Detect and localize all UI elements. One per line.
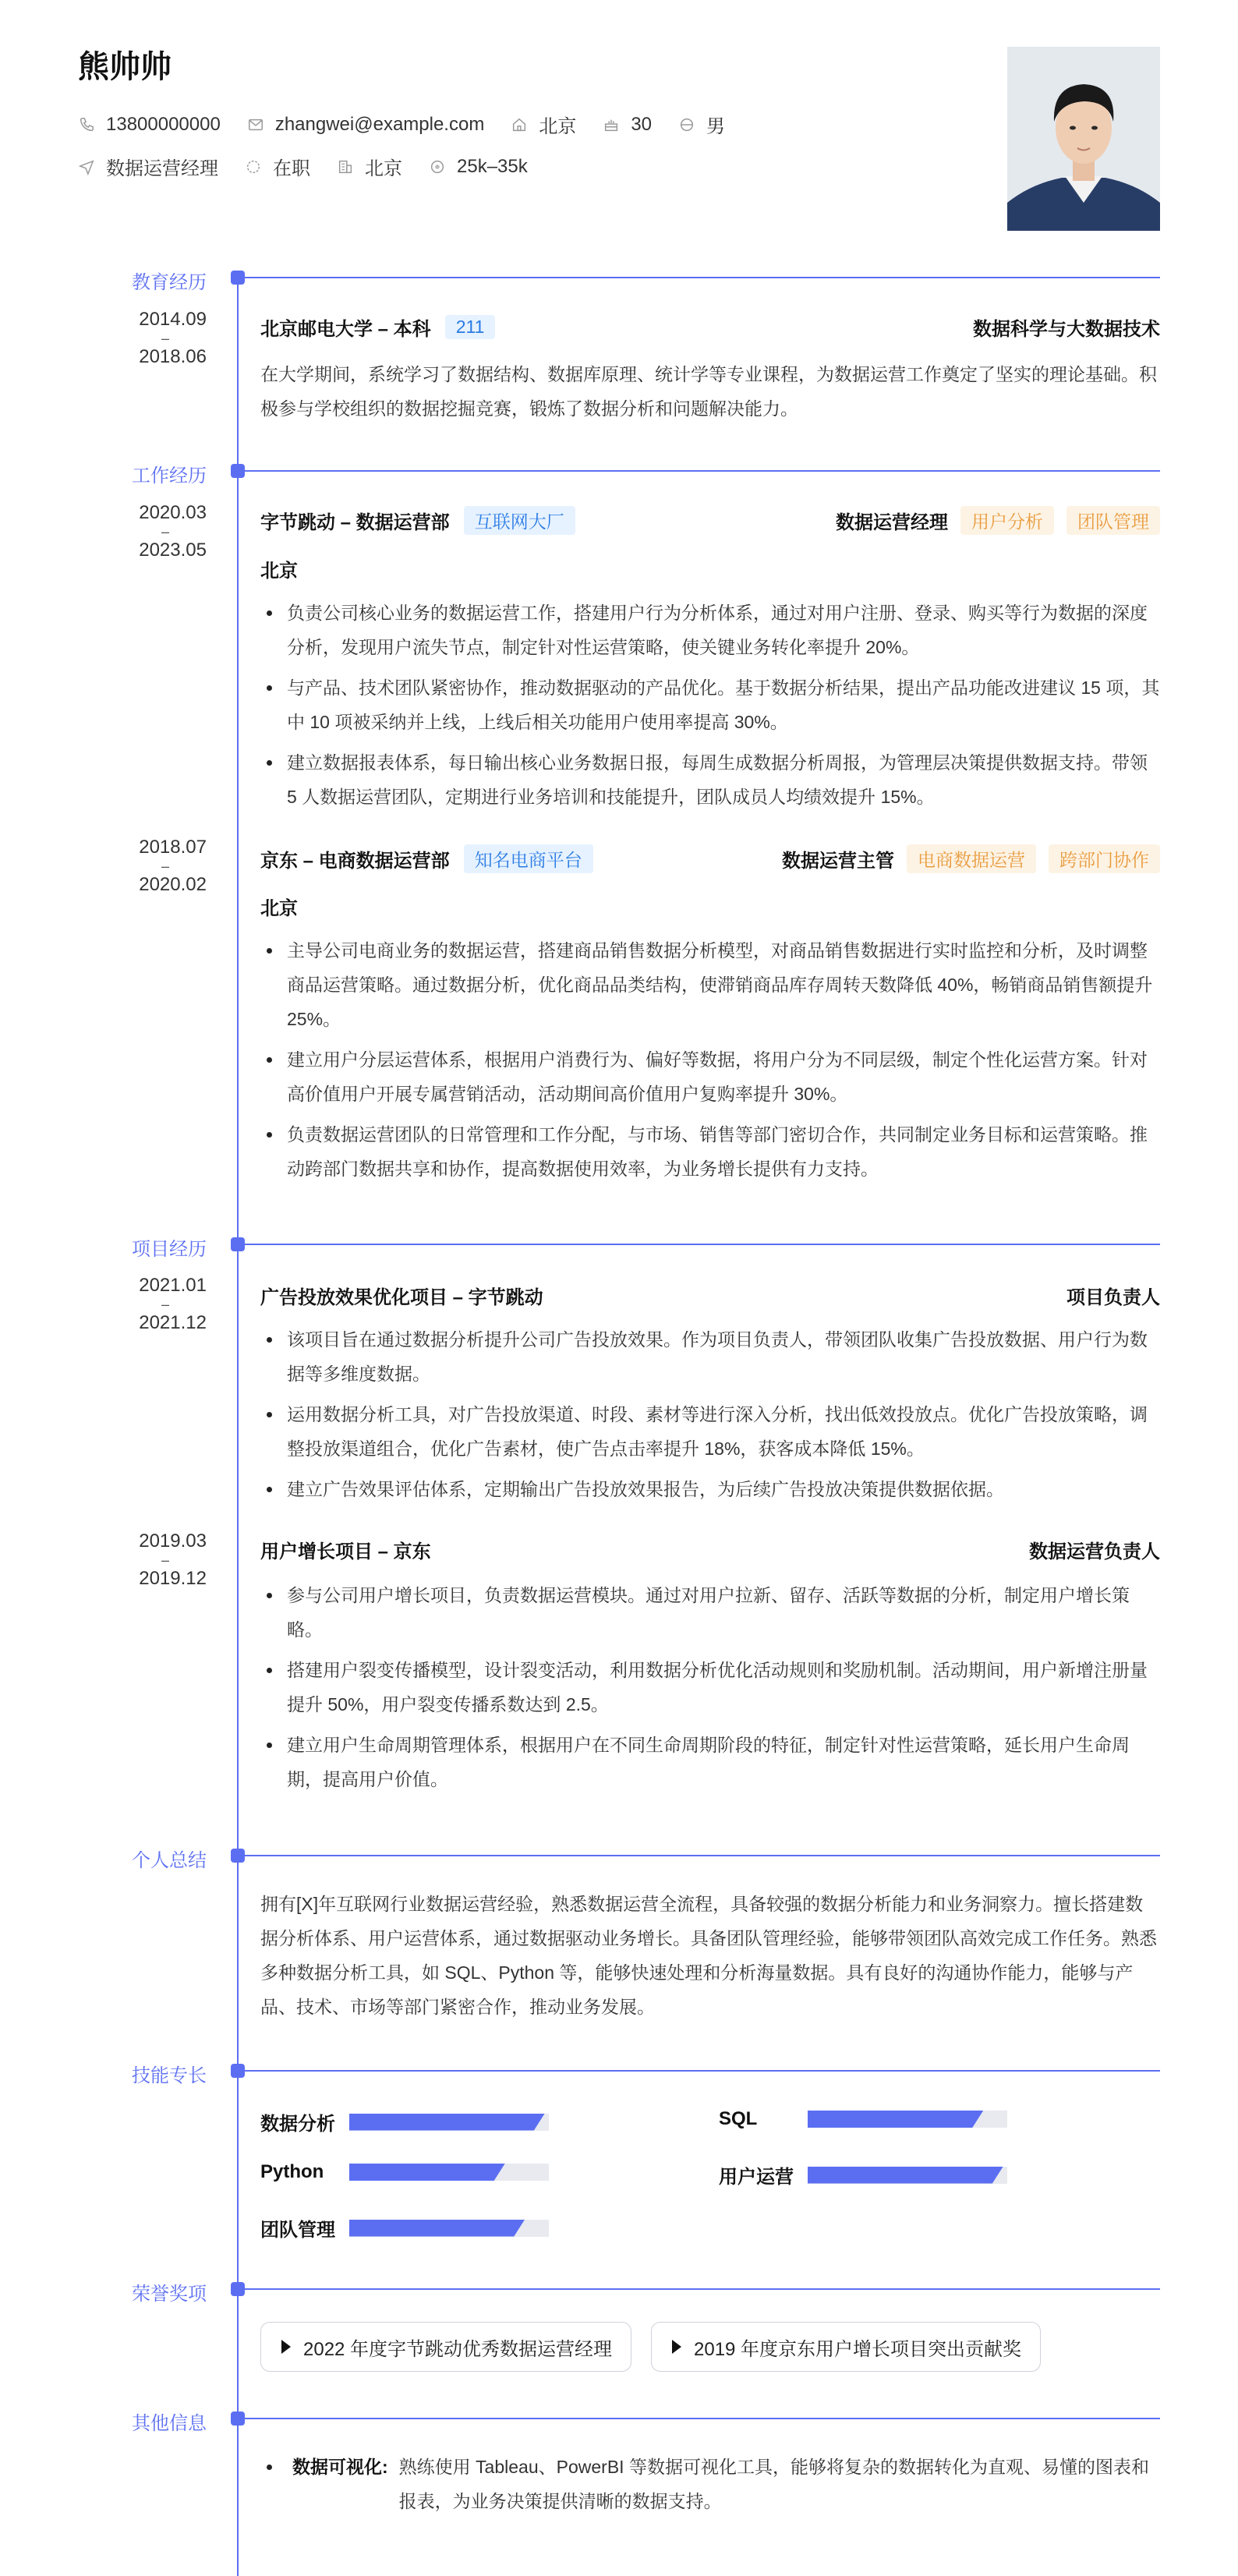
age-item <box>603 114 652 136</box>
candidate-name: 熊帅帅 <box>78 50 172 84</box>
gender-text: 男 <box>706 116 726 137</box>
skill-bar <box>808 2167 1007 2184</box>
building-icon <box>337 158 354 175</box>
bullet-item: 与产品、技术团队紧密协作，推动数据驱动的产品优化。基于数据分析结果，提出产品功能改进建议 15 项，其中 10 项被采纳并上线，上线后相关功能用户使用率提高 30%。 <box>260 671 1160 739</box>
status-icon <box>245 158 262 175</box>
date-end: 2020.02 <box>139 874 207 895</box>
bullet-item: 该项目旨在通过数据分析提升公司广告投放效果。作为项目负责人，带领团队收集广告投放数据、用户行为数据等多维度数据。 <box>260 1322 1160 1391</box>
work-date <box>94 501 207 562</box>
skill-tag: 跨部门协作 <box>1049 844 1160 873</box>
skill-tag: 用户分析 <box>960 506 1054 535</box>
home-icon <box>511 116 528 133</box>
skill-bar-fill <box>349 2164 505 2181</box>
bullet-item: 运用数据分析工具，对广告投放渠道、时段、素材等进行深入分析，找出低效投放点。优化广告投放策略，调整投放渠道组合，优化广告素材，使广告点击率提升 18%，获客成本降低 15%。 <box>260 1397 1160 1466</box>
skill-bar <box>808 2111 1007 2128</box>
date-start: 2021.01 <box>139 1275 207 1296</box>
work-date <box>94 836 207 897</box>
date-dash: – <box>161 858 169 874</box>
home-item <box>511 111 576 138</box>
skill-bar <box>349 2220 549 2237</box>
play-triangle-icon <box>281 2340 291 2354</box>
skill-tag: 团队管理 <box>1066 506 1160 535</box>
skill-bar-fill <box>808 2167 1003 2184</box>
bullet-item: 负责公司核心业务的数据运营工作，搭建用户行为分析体系，通过对用户注册、登录、购买等行为数据的深度分析，发现用户流失节点，制定针对性运营策略，使关键业务转化率提升 20%。 <box>260 596 1160 664</box>
age-text: 30 <box>631 113 653 135</box>
section-title-project: 项目经历 <box>132 1239 207 1260</box>
company-tag: 互联网大厂 <box>464 506 575 535</box>
project-role: 项目负责人 <box>1066 1287 1160 1308</box>
work-bullets <box>260 933 1160 1192</box>
section-title-awards: 荣誉奖项 <box>132 2284 207 2305</box>
date-dash: – <box>161 524 169 540</box>
date-end: 2021.12 <box>139 1312 207 1333</box>
section-marker <box>231 271 245 285</box>
award-card[interactable] <box>651 2322 1041 2372</box>
skill-name: 团队管理 <box>260 2220 335 2241</box>
date-end: 2018.06 <box>139 346 207 367</box>
major: 数据科学与大数据技术 <box>973 319 1160 340</box>
skill-name: SQL <box>719 2108 758 2129</box>
date-dash: – <box>161 1552 169 1568</box>
bullet-item: 主导公司电商业务的数据运营，搭建商品销售数据分析模型，对商品销售数据进行实时监控和分析，及时调整商品运营策略。通过数据分析，优化商品品类结构，使滞销商品库存周转天数降低 40%，畅销商品销售额提升 25%。 <box>260 933 1160 1036</box>
skill-tag: 电商数据运营 <box>907 844 1036 873</box>
job-title: 数据运营经理 <box>836 512 948 533</box>
project-date <box>94 1530 207 1591</box>
bullet-item: 搭建用户裂变传播模型，设计裂变活动，利用数据分析优化活动规则和奖励机制。活动期间，用户新增注册量提升 50%，用户裂变传播系数达到 2.5。 <box>260 1653 1160 1721</box>
education-desc: 在大学期间，系统学习了数据结构、数据库原理、统计学等专业课程，为数据运营工作奠定了坚实的理论基础。积极参与学校组织的数据挖掘竞赛，锻炼了数据分析和问题解决能力。 <box>260 364 1157 419</box>
section-marker <box>231 2411 245 2426</box>
work-location: 北京 <box>260 898 298 919</box>
section-title-other: 其他信息 <box>132 2413 207 2434</box>
section-divider <box>245 2070 1160 2072</box>
skill-bar-fill <box>349 2220 525 2237</box>
project-role: 数据运营负责人 <box>1029 1541 1160 1562</box>
skill-bar-fill <box>349 2114 545 2131</box>
skill-name: Python <box>260 2161 324 2182</box>
section-divider <box>245 470 1160 472</box>
section-marker <box>231 2282 245 2296</box>
phone-item <box>78 114 221 136</box>
company-name: 字节跳动 – 数据运营部 <box>260 512 450 533</box>
salary-text: 25k–35k <box>457 155 528 177</box>
skill-bar-fill <box>808 2111 983 2128</box>
skill-bar <box>349 2164 549 2181</box>
timeline-line <box>237 278 239 2576</box>
bullet-item: 建立用户生命周期管理体系，根据用户在不同生命周期阶段的特征，制定针对性运营策略，延长用户生命周期，提高用户价值。 <box>260 1728 1160 1796</box>
skill-item <box>260 2214 549 2242</box>
date-start: 2014.09 <box>139 309 207 330</box>
skill-name: 数据分析 <box>260 2114 335 2135</box>
section-title-education: 教育经历 <box>132 272 207 293</box>
project-header <box>260 1282 1160 1309</box>
job-title: 数据运营主管 <box>782 851 894 872</box>
work-bullets <box>260 596 1160 820</box>
gender-icon <box>678 116 695 133</box>
home-text: 北京 <box>539 116 577 137</box>
date-end: 2019.12 <box>139 1568 207 1589</box>
other-info-value: 熟练使用 Tableau、PowerBI 等数据可视化工具，能够将复杂的数据转化为直观、易懂的图表和报表，为业务决策提供清晰的数据支持。 <box>398 2457 1149 2511</box>
date-start: 2018.07 <box>139 837 207 858</box>
summary-text: 拥有[X]年互联网行业数据运营经验，熟悉数据运营全流程，具备较强的数据分析能力和业务洞察力。擅长搭建数据分析体系、用户运营体系，通过数据驱动业务增长。具备团队管理经验，能够带领团队高效完成工作任务。熟悉多种数据分析工具，如 SQL、Python 等，能够快速处理和分析海量数据。具有良好的沟通协作能力，能够与产品、技术、市场等部门紧密合作，推动业务发展。 <box>260 1894 1157 2017</box>
position-item <box>78 153 218 180</box>
date-end: 2023.05 <box>139 540 207 561</box>
bullet-item: 建立用户分层运营体系，根据用户消费行为、偏好等数据，将用户分为不同层级，制定个性化运营方案。针对高价值用户开展专属营销活动，活动期间高价值用户复购率提升 30%。 <box>260 1042 1160 1111</box>
work-header <box>260 506 1160 535</box>
contact-row <box>78 111 752 138</box>
date-dash: – <box>161 1297 169 1312</box>
salary-item <box>429 156 528 178</box>
city-item <box>337 153 402 180</box>
work-location: 北京 <box>260 561 298 582</box>
education-date <box>94 308 207 369</box>
skill-item <box>719 2161 1007 2189</box>
section-title-work: 工作经历 <box>132 465 207 487</box>
send-icon <box>78 158 95 175</box>
company-name: 京东 – 电商数据运营部 <box>260 851 450 872</box>
company-tag: 知名电商平台 <box>464 844 593 873</box>
section-title-skills: 技能专长 <box>132 2065 207 2086</box>
status-item <box>245 153 310 180</box>
section-marker <box>231 1849 245 1863</box>
profile-photo <box>1007 47 1160 231</box>
other-info-key: 数据可视化: <box>292 2457 388 2477</box>
bullet-item: 负责数据运营团队的日常管理和工作分配，与市场、销售等部门密切合作，共同制定业务目标和运营策略。推动跨部门数据共享和协作，提高数据使用效率，为业务增长提供有力支持。 <box>260 1117 1160 1186</box>
position-text: 数据运营经理 <box>106 158 218 179</box>
education-header <box>260 313 1160 341</box>
skill-item <box>719 2108 1007 2130</box>
date-start: 2020.03 <box>139 502 207 523</box>
section-divider <box>245 2288 1160 2290</box>
school-tag: 211 <box>445 315 496 339</box>
email-text: zhangwei@example.com <box>274 113 485 135</box>
section-divider <box>245 2418 1160 2419</box>
job-row <box>78 153 554 180</box>
school-name: 北京邮电大学 – 本科 <box>260 319 431 340</box>
section-divider <box>245 1855 1160 1856</box>
skill-item <box>260 2161 549 2183</box>
section-divider <box>245 1244 1160 1245</box>
skill-name: 用户运营 <box>719 2167 794 2188</box>
gender-item <box>678 111 725 138</box>
date-start: 2019.03 <box>139 1530 207 1552</box>
city-text: 北京 <box>365 158 402 179</box>
project-name: 广告投放效果优化项目 – 字节跳动 <box>260 1287 543 1308</box>
project-date <box>94 1274 207 1335</box>
bullet-item: 参与公司用户增长项目，负责数据运营模块。通过对用户拉新、留存、活跃等数据的分析，制定用户增长策略。 <box>260 1578 1160 1647</box>
skill-item <box>260 2108 549 2135</box>
award-text: 2022 年度字节跳动优秀数据运营经理 <box>303 2338 613 2360</box>
project-bullets <box>260 1322 1160 1513</box>
email-item <box>247 114 485 136</box>
section-marker <box>231 464 245 478</box>
work-header <box>260 844 1160 873</box>
email-icon <box>247 116 264 133</box>
project-name: 用户增长项目 – 京东 <box>260 1541 431 1562</box>
bullet-item: 建立广告效果评估体系，定期输出广告投放效果报告，为后续广告投放决策提供数据依据。 <box>260 1472 1160 1506</box>
phone-text: 13800000000 <box>106 113 221 135</box>
section-marker <box>231 1237 245 1251</box>
bullet-dot <box>267 2465 272 2470</box>
project-header <box>260 1536 1160 1563</box>
section-divider <box>245 277 1160 278</box>
cake-icon <box>603 116 620 133</box>
section-title-summary: 个人总结 <box>132 1850 207 1871</box>
phone-icon <box>78 116 95 133</box>
project-bullets <box>260 1578 1160 1803</box>
section-marker <box>231 2064 245 2078</box>
other-info-item <box>260 2450 1160 2518</box>
skill-bar <box>349 2114 549 2131</box>
bullet-item: 建立数据报表体系，每日输出核心业务数据日报，每周生成数据分析周报，为管理层决策提供数据支持。带领 5 人数据运营团队，定期进行业务培训和技能提升，团队成员人均绩效提升 15%。 <box>260 745 1160 814</box>
play-triangle-icon <box>672 2340 681 2354</box>
award-text: 2019 年度京东用户增长项目突出贡献奖 <box>694 2338 1022 2360</box>
status-text: 在职 <box>273 158 310 179</box>
date-dash: – <box>161 331 169 346</box>
award-card[interactable] <box>260 2322 631 2372</box>
money-icon <box>429 158 446 175</box>
